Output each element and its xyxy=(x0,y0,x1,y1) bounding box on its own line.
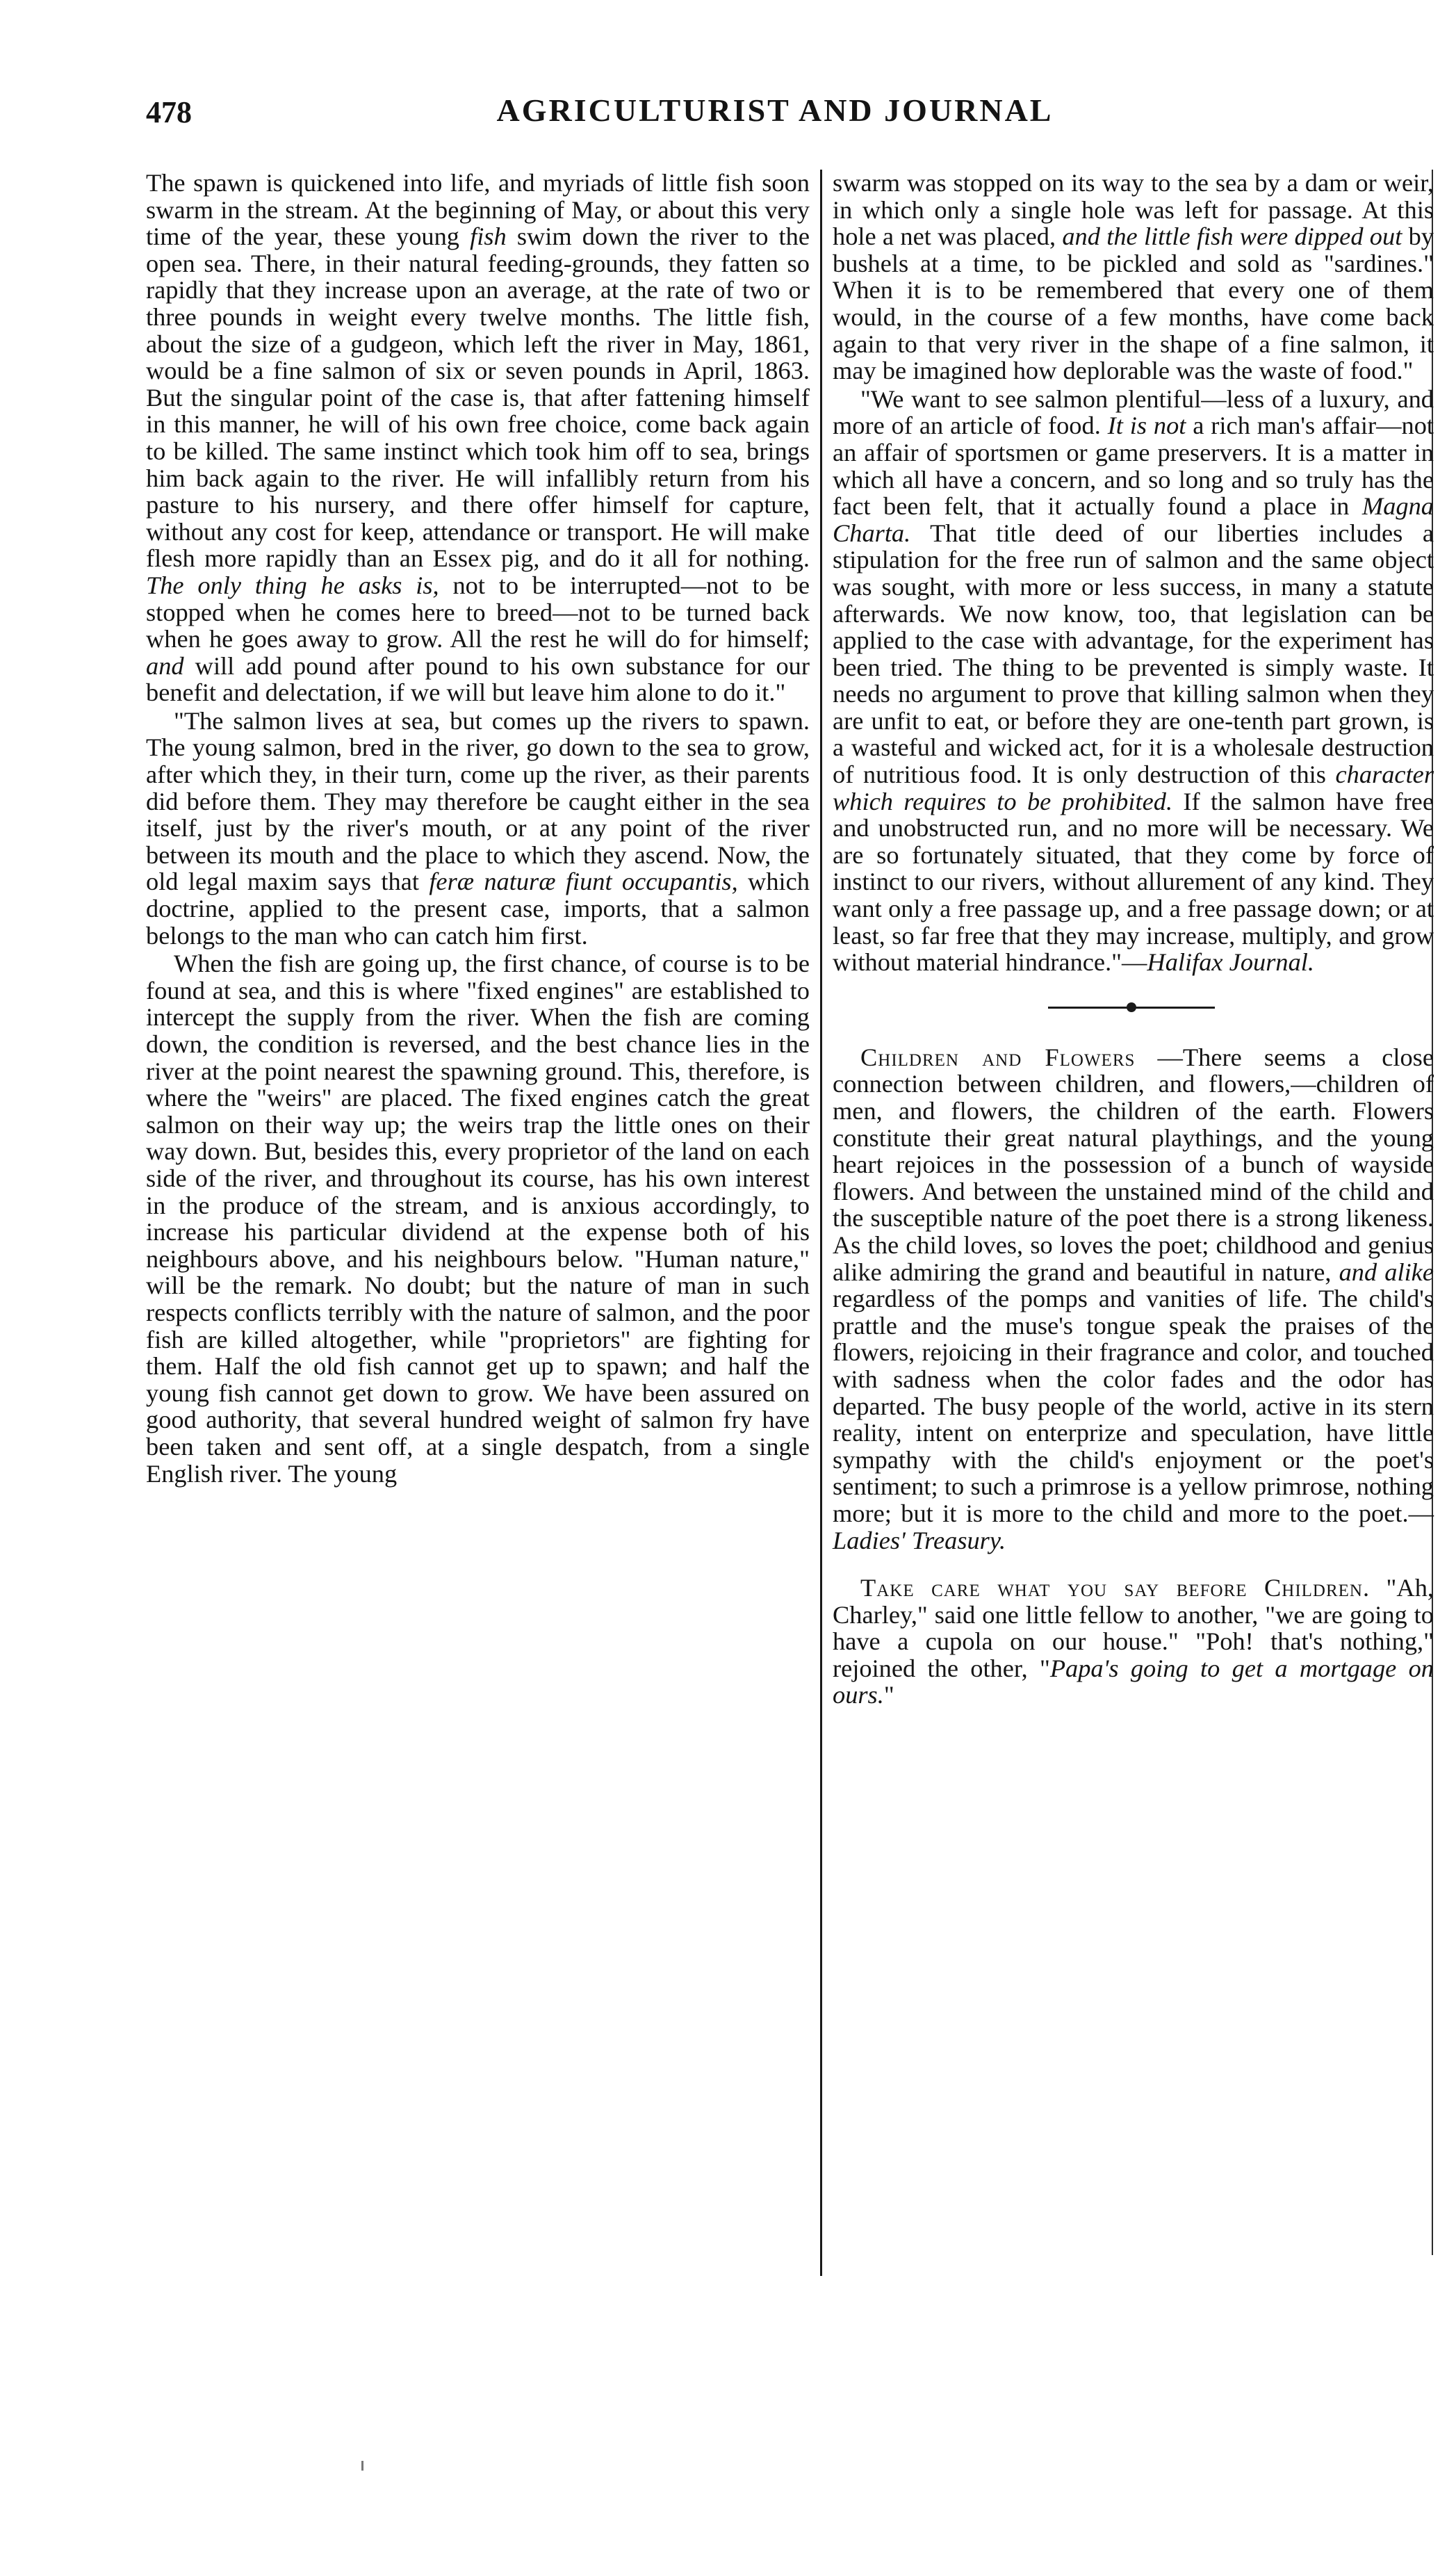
column-divider xyxy=(820,170,822,2276)
paragraph: swarm was stopped on its way to the sea by a dam or weir, in which only a single hole was left for passage. At this hole a net was placed, and the little fish were dipped out by bushels at a time, to be pickled and sold as "sardines." When it is to be remembered that every one of them would, in the course of a few months, have come back again to that very river in the shape of a fine salmon, it may be imagined how deplorable was the waste of food." xyxy=(833,169,1434,385)
paragraph: "We want to see salmon plentiful—less of a luxury, and more of an article of food. It is not a rich man's affair—not an affair of sportsmen or game preservers. It is a matter in which all have a concern, and so long and so truly has the fact been felt, that it actually found a place in Magna Charta. That title deed of our liberties includes a stipulation for the free run of salmon and the same object was sought, with more or less success, in many a statute afterwards. We now know, too, that legislation can be applied to the case with advantage, for the experiment has been tried. The thing to be prevented is simply waste. It needs no argument to prove that killing salmon when they are unfit to eat, or before they are one-tenth part grown, is a wasteful and wicked act, for it is a wholesale destruction of nutritious food. It is only destruction of this character which requires to be prohibited. If the salmon have free and unobstructed run, and no more will be necessary. We are so fortunately situated, that they come by force of instinct to our rivers, without allurement of any kind. They want only a free passage up, and a free passage down; or at least, so far free that they may increase, multiply, and grow without material hindrance."—Halifax Journal. xyxy=(833,384,1434,977)
article-take-care: Take care what you say before Children. "Ah, Charley," said one little fellow to another, "we are going to have a cupola on our house." "Poh! that's nothing," rejoined the other, "Papa's going to get a mortgage on ours." xyxy=(833,1574,1434,1709)
paragraph: The spawn is quickened into life, and myriads of little fish soon swarm in the stream. At the beginning of May, or about this very time of the year, these young fish swim down the river to the open sea. There, in their natural feeding-grounds, they fatten so rapidly that they increase upon an average, at the rate of two or three pounds in weight every twelve months. The little fish, about the size of a gudgeon, which left the river in May, 1861, would be a fine salmon of six or seven pounds in April, 1863. But the singular point of the case is, that after fattening himself in this manner, he will of his own free choice, come back again to be killed. The same instinct which took him off to sea, brings him back again to the river. He will infallibly return from his pasture to his nursery, and there offer himself for capture, without any cost for keep, attendance or transport. He will make flesh more rapidly than an Essex pig, and do it all for nothing. The only thing he asks is, not to be interrupted—not to be stopped when he comes here to breed—not to be turned back when he goes away to grow. All the rest he will do for himself; and will add pound after pound to his own substance for our benefit and delectation, if we will but leave him alone to do it." xyxy=(146,169,810,707)
print-mark xyxy=(361,2461,363,2471)
separator-dot xyxy=(1127,1002,1136,1012)
paragraph: When the fish are going up, the first chance, of course is to be found at sea, and this is where "fixed engines" are established to intercept the supply from the river. When the fish are coming down, the condition is reversed, and the best chance lies in the river at the point nearest the spawning ground. This, therefore, is where the "weirs" are placed. The fixed engines catch the great salmon on their way up; the weirs trap the little ones on their way down. But, besides this, every proprietor of the land on each side of the river, and throughout its course, has his own interest in the produce of the stream, and is anxious accordingly, to increase his particular dividend at the expense both of his neighbours above, and his neighbours below. "Human nature," will be the remark. No doubt; but the nature of man in such respects conflicts terribly with the nature of salmon, and the poor fish are killed altogether, while "proprietors" are fighting for them. Half the old fish cannot get up to spawn; and half the young fish cannot get down to grow. We have been assured on good authority, that several hundred weight of salmon fry have been taken and sent off, at a single despatch, from a single English river. The young xyxy=(146,950,810,1488)
source-citation: Halifax Journal. xyxy=(1147,948,1314,977)
article-heading: Children and Flowers xyxy=(860,1043,1136,1071)
left-column xyxy=(146,170,810,1488)
page-number: 478 xyxy=(146,95,192,129)
article-heading: Take care what you say before Children. xyxy=(860,1574,1371,1602)
source-citation: Ladies' Treasury. xyxy=(833,1526,1006,1554)
right-column xyxy=(833,170,1434,1710)
article-children-and-flowers: Children and Flowers —There seems a close connection between children, and flowers,—children of men, and flowers, the children of the earth. Flowers constitute their great natural playthings, and the young heart rejoices in the possession of a bunch of wayside flowers. And between the unstained mind of the child and the susceptible nature of the poet there is a strong likeness. As the child loves, so loves the poet; childhood and genius alike admiring the grand and beautiful in nature, and alike regardless of the pomps and vanities of life. The child's prattle and the muse's tongue speak the praises of the flowers, rejoicing in their fragrance and color, and touched with sadness when the color fades and the odor has departed. The busy people of the world, active in its stern reality, intent on enterprize and speculation, have little sympathy with the child's enjoyment or the poet's sentiment; to such a primrose is a yellow primrose, nothing more; but it is more to the child and more to the poet.—Ladies' Treasury. xyxy=(833,1043,1434,1554)
paragraph: "The salmon lives at sea, but comes up the rivers to spawn. The young salmon, bred in the river, go down to the sea to grow, after which they, in their turn, come up the river, as their parents did before them. They may therefore be caught either in the sea itself, just by the river's mouth, or at any point of the river between its mouth and the place to which they ascend. Now, the old legal maxim says that feræ naturæ fiunt occupantis, which doctrine, applied to the present case, imports, that a salmon belongs to the man who can catch him first. xyxy=(146,706,810,950)
section-separator xyxy=(833,983,1434,1032)
page-header xyxy=(118,89,1432,138)
running-head: AGRICULTURIST AND JOURNAL xyxy=(496,92,1054,128)
